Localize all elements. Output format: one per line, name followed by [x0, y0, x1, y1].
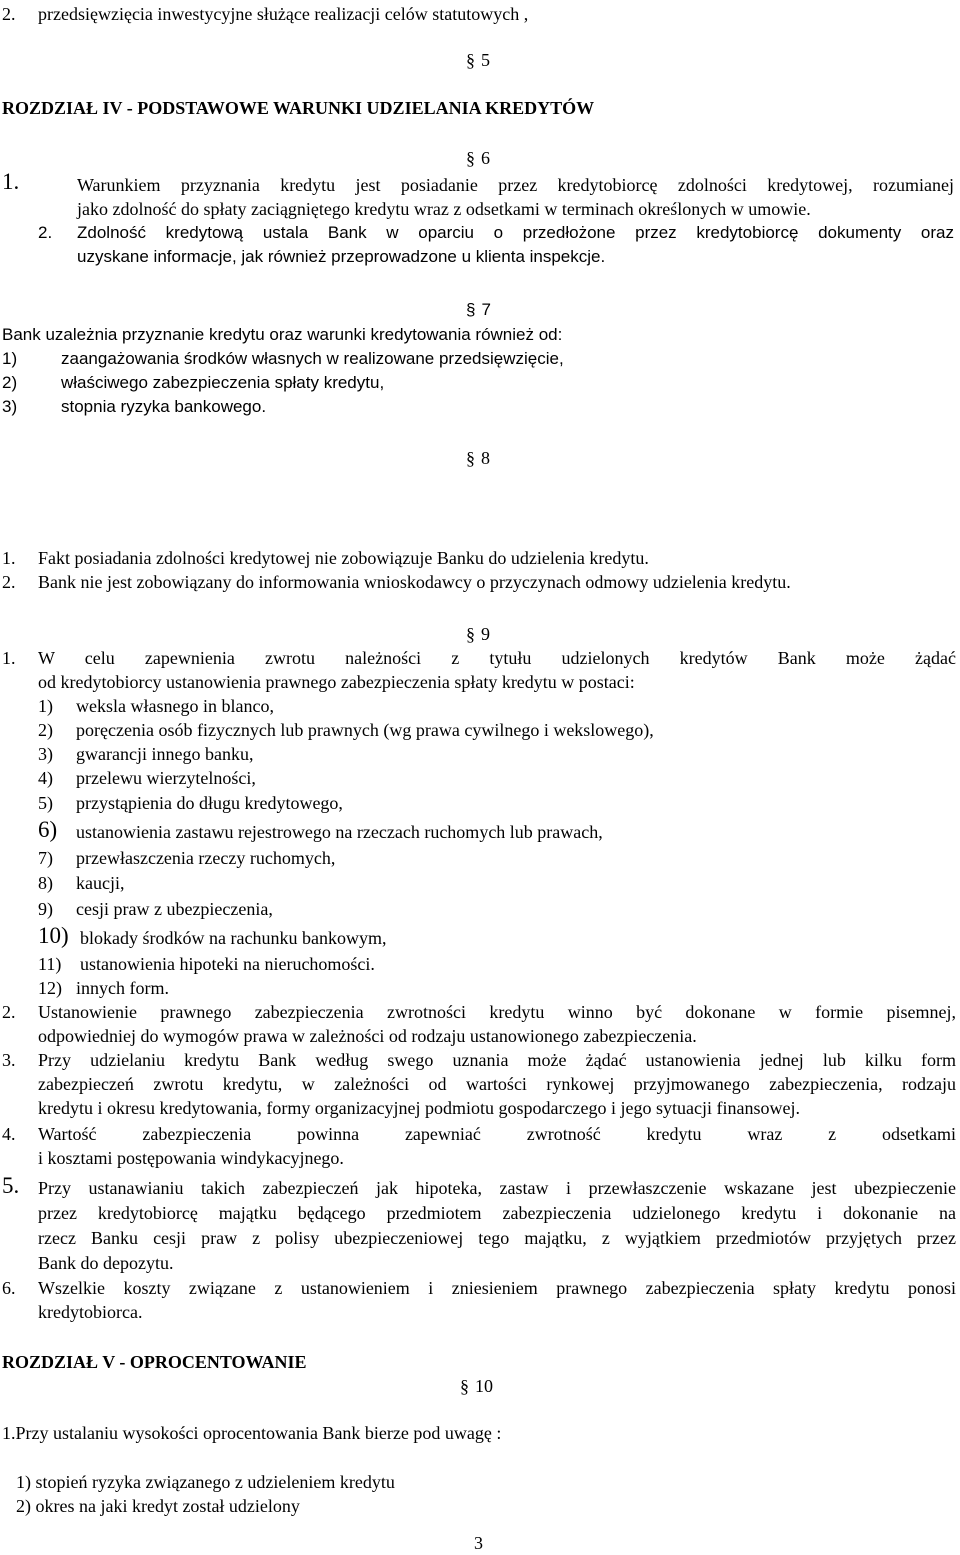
list-number: 2) — [38, 720, 53, 740]
list-item-text: kaucji, — [76, 873, 125, 893]
paragraph-line: rzecz Banku cesji praw z polisy ubezpieczeniowej tego majątku, z wyjątkiem przedmiotów przyjętych przez — [38, 1228, 956, 1248]
paragraph-line: Wartość zabezpieczenia powinna zapewniać zwrotność kredytu wraz z odsetkami — [38, 1124, 956, 1144]
list-number: 9) — [38, 899, 53, 919]
paragraph-line: Bank nie jest zobowiązany do informowania wnioskodawcy o przyczynach odmowy udzielenia kredytu. — [38, 572, 791, 592]
section-symbol: § — [466, 50, 475, 70]
section-number: 9 — [481, 624, 490, 644]
list-number: 6) — [38, 817, 58, 842]
paragraph-number: 2. — [2, 572, 16, 592]
list-item-text: przedsięwzięcia inwestycyjne służące realizacji celów statutowych , — [38, 4, 529, 24]
list-item-text: cesji praw z ubezpieczenia, — [76, 899, 273, 919]
paragraph-number: 1. — [2, 648, 16, 668]
list-number: 1) — [2, 349, 18, 368]
list-item-text: gwarancji innego banku, — [76, 744, 254, 764]
paragraph-line: Bank do depozytu. — [38, 1253, 174, 1273]
list-number: 12) — [38, 978, 62, 998]
list-number: 4) — [38, 768, 53, 788]
paragraph-line: od kredytobiorcy ustanowienia prawnego zabezpieczenia spłaty kredytu w postaci: — [38, 672, 635, 692]
chapter-heading-5: ROZDZIAŁ V - OPROCENTOWANIE — [2, 1352, 307, 1372]
section-number: 10 — [475, 1376, 493, 1396]
list-item-text: poręczenia osób fizycznych lub prawnych (wg prawa cywilnego i wekslowego), — [76, 720, 654, 740]
section-number: 8 — [481, 448, 490, 468]
section-number: 5 — [481, 50, 490, 70]
paragraph-line: przez kredytobiorcę majątku będącego przedmiotem zabezpieczenia udzielonego kredytu i dokonanie na — [38, 1203, 956, 1223]
paragraph-line: jako zdolność do spłaty zaciągniętego kredytu wraz z odsetkami w terminach określonych w umowie. — [77, 199, 811, 219]
paragraph-line: W celu zapewnienia zwrotu należności z tytułu udzielonych kredytów Bank może żądać — [38, 648, 956, 668]
list-item-text: przewłaszczenia rzeczy ruchomych, — [76, 848, 336, 868]
paragraph-number: 1. — [2, 548, 16, 568]
list-number: 3) — [38, 744, 53, 764]
paragraph-line: Warunkiem przyznania kredytu jest posiadanie przez kredytobiorcę zdolności kredytowej, rozumianej — [77, 175, 954, 195]
list-item-text: weksla własnego in blanco, — [76, 696, 274, 716]
paragraph-line: Wszelkie koszty związane z ustanowieniem i zniesieniem prawnego zabezpieczenia spłaty kredytu ponosi — [38, 1278, 956, 1298]
paragraph-number: 4. — [2, 1124, 16, 1144]
chapter-heading-4: ROZDZIAŁ IV - PODSTAWOWE WARUNKI UDZIELANIA KREDYTÓW — [2, 98, 595, 118]
list-item-text: stopnia ryzyka bankowego. — [61, 397, 267, 416]
paragraph-line: uzyskane informacje, jak również przeprowadzone u klienta inspekcje. — [77, 247, 606, 266]
list-number: 3) — [2, 397, 18, 416]
list-number: 10) — [38, 923, 69, 948]
list-number: 11) — [38, 954, 62, 974]
paragraph-line: Przy udzielaniu kredytu Bank według swego uznania może żądać ustanowienia jednej lub kilku form — [38, 1050, 956, 1070]
paragraph-line: Ustanowienie prawnego zabezpieczenia zwrotności kredytu winno być dokonane w formie pisemnej, — [38, 1002, 956, 1022]
list-item-text: 1) stopień ryzyka związanego z udzieleniem kredytu — [16, 1472, 395, 1492]
section-heading-5 — [466, 48, 490, 72]
section-symbol: § — [466, 300, 476, 319]
paragraph-number: 3. — [2, 1050, 16, 1070]
section-heading-10 — [460, 1374, 493, 1398]
paragraph-line: odpowiedniej do wymogów prawa w zależności od rodzaju ustanowionego zabezpieczenia. — [38, 1026, 697, 1046]
section-number: 6 — [481, 148, 490, 168]
paragraph-line: kredytobiorca. — [38, 1302, 143, 1322]
section-number: 7 — [481, 300, 491, 319]
section-symbol: § — [466, 448, 475, 468]
paragraph-number: 6. — [2, 1278, 16, 1298]
list-item-text: blokady środków na rachunku bankowym, — [80, 928, 387, 948]
section-heading-9 — [466, 622, 490, 646]
paragraph-line: Zdolność kredytową ustala Bank w oparciu o przedłożone przez kredytobiorcę dokumenty oraz — [77, 223, 954, 242]
list-item-text: innych form. — [76, 978, 169, 998]
paragraph-number: 1. — [2, 169, 20, 194]
paragraph-number: 2. — [38, 223, 53, 242]
list-number: 7) — [38, 848, 53, 868]
list-item-text: zaangażowania środków własnych w realizowane przedsięwzięcie, — [61, 349, 564, 368]
list-item-text: ustanowienia hipoteki na nieruchomości. — [80, 954, 375, 974]
page-number: 3 — [474, 1533, 483, 1553]
list-number: 2) — [2, 373, 18, 392]
list-number: 5) — [38, 793, 53, 813]
paragraph-line: i kosztami postępowania windykacyjnego. — [38, 1148, 344, 1168]
list-item-text: ustanowienia zastawu rejestrowego na rzeczach ruchomych lub prawach, — [76, 822, 603, 842]
paragraph-line: kredytu i okresu kredytowania, formy organizacyjnej podmiotu gospodarczego i jego sytuacji finansowej. — [38, 1098, 800, 1118]
paragraph-line: Bank uzależnia przyznanie kredytu oraz warunki kredytowania również od: — [2, 325, 563, 344]
paragraph-line: Fakt posiadania zdolności kredytowej nie zobowiązuje Banku do udzielenia kredytu. — [38, 548, 649, 568]
list-number: 2. — [2, 4, 16, 24]
list-item-text: właściwego zabezpieczenia spłaty kredytu, — [61, 373, 385, 392]
section-symbol: § — [460, 1376, 469, 1396]
list-item-text: 2) okres na jaki kredyt został udzielony — [16, 1496, 300, 1516]
section-heading-8 — [466, 446, 490, 470]
section-symbol: § — [466, 148, 475, 168]
paragraph-line: 1.Przy ustalaniu wysokości oprocentowania Bank bierze pod uwagę : — [2, 1423, 502, 1443]
list-number: 8) — [38, 873, 53, 893]
section-heading-7 — [466, 298, 491, 322]
paragraph-number: 2. — [2, 1002, 16, 1022]
list-item-text: przelewu wierzytelności, — [76, 768, 256, 788]
section-symbol: § — [466, 624, 475, 644]
paragraph-number: 5. — [2, 1173, 20, 1198]
list-item-text: przystąpienia do długu kredytowego, — [76, 793, 343, 813]
paragraph-line: zabezpieczeń zwrotu kredytu, w zależności od wartości rynkowej przyjmowanego zabezpieczenia, rodzaju — [38, 1074, 956, 1094]
list-number: 1) — [38, 696, 53, 716]
paragraph-line: Przy ustanawianiu takich zabezpieczeń jak hipoteka, zastaw i przewłaszczenie wskazane jest ubezpieczenie — [38, 1178, 956, 1198]
section-heading-6 — [466, 146, 490, 170]
